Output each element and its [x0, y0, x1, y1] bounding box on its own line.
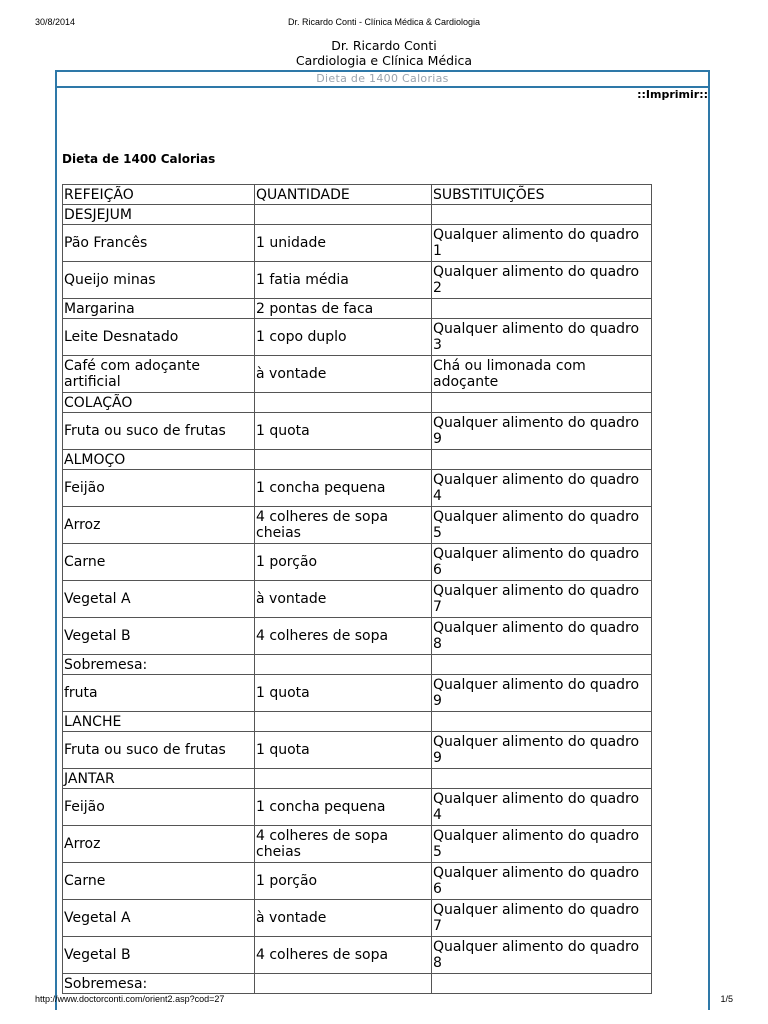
quantity-cell: 2 pontas de faca	[255, 299, 432, 319]
table-row	[63, 544, 652, 581]
table-row	[63, 863, 652, 900]
substitution-cell: Qualquer alimento do quadro 4	[432, 789, 652, 826]
quantity-cell	[255, 205, 432, 225]
quantity-cell: 1 concha pequena	[255, 789, 432, 826]
quantity-cell: 4 colheres de sopa cheias	[255, 826, 432, 863]
substitution-cell	[432, 450, 652, 470]
meal-cell: Sobremesa:	[63, 974, 255, 994]
meal-cell: Fruta ou suco de frutas	[63, 413, 255, 450]
substitution-cell: Qualquer alimento do quadro 6	[432, 863, 652, 900]
table-row	[63, 937, 652, 974]
meal-cell: JANTAR	[63, 769, 255, 789]
substitution-cell	[432, 299, 652, 319]
table-row	[63, 581, 652, 618]
meal-cell: DESJEJUM	[63, 205, 255, 225]
substitution-cell: Qualquer alimento do quadro 9	[432, 413, 652, 450]
quantity-cell: 4 colheres de sopa cheias	[255, 507, 432, 544]
substitution-cell	[432, 712, 652, 732]
quantity-cell	[255, 712, 432, 732]
substitution-cell: Qualquer alimento do quadro 6	[432, 544, 652, 581]
substitution-cell: Qualquer alimento do quadro 2	[432, 262, 652, 299]
quantity-cell: 4 colheres de sopa	[255, 618, 432, 655]
meal-cell: Arroz	[63, 826, 255, 863]
table-row	[63, 413, 652, 450]
table-row	[63, 205, 652, 225]
site-header-name: Dr. Ricardo Conti	[331, 38, 437, 53]
meal-cell: Queijo minas	[63, 262, 255, 299]
meal-cell: Vegetal A	[63, 581, 255, 618]
substitution-cell	[432, 974, 652, 994]
substitution-cell: Chá ou limonada com adoçante	[432, 356, 652, 393]
substitution-cell: Qualquer alimento do quadro 5	[432, 507, 652, 544]
quantity-cell	[255, 974, 432, 994]
meal-cell: Carne	[63, 863, 255, 900]
quantity-cell: 1 unidade	[255, 225, 432, 262]
substitution-cell: Qualquer alimento do quadro 4	[432, 470, 652, 507]
quantity-cell: 1 quota	[255, 675, 432, 712]
meal-cell: ALMOÇO	[63, 450, 255, 470]
meal-cell: Café com adoçante artificial	[63, 356, 255, 393]
table-row	[63, 393, 652, 413]
substitution-cell	[432, 393, 652, 413]
table-row	[63, 712, 652, 732]
table-row	[63, 225, 652, 262]
substitution-cell	[432, 769, 652, 789]
table-row	[63, 356, 652, 393]
page-number: 1/5	[720, 994, 733, 1004]
meal-cell: Vegetal B	[63, 618, 255, 655]
frame-title-bar: Dieta de 1400 Calorias	[57, 72, 708, 88]
table-row	[63, 826, 652, 863]
table-row	[63, 450, 652, 470]
meal-cell: Margarina	[63, 299, 255, 319]
meal-cell: Pão Francês	[63, 225, 255, 262]
site-header	[0, 38, 768, 68]
quantity-cell: 1 copo duplo	[255, 319, 432, 356]
meal-cell: Feijão	[63, 470, 255, 507]
quantity-cell: à vontade	[255, 356, 432, 393]
column-header-quantity: QUANTIDADE	[255, 185, 432, 205]
table-row	[63, 262, 652, 299]
quantity-cell	[255, 769, 432, 789]
meal-cell: LANCHE	[63, 712, 255, 732]
quantity-cell: 1 porção	[255, 863, 432, 900]
substitution-cell: Qualquer alimento do quadro 3	[432, 319, 652, 356]
meal-cell: Vegetal B	[63, 937, 255, 974]
quantity-cell: 1 porção	[255, 544, 432, 581]
quantity-cell	[255, 393, 432, 413]
table-row	[63, 618, 652, 655]
substitution-cell	[432, 205, 652, 225]
substitution-cell: Qualquer alimento do quadro 9	[432, 675, 652, 712]
meal-cell: fruta	[63, 675, 255, 712]
column-header-substitutions: SUBSTITUIÇÕES	[432, 185, 652, 205]
quantity-cell: 1 quota	[255, 732, 432, 769]
diet-table	[62, 184, 652, 994]
table-row	[63, 507, 652, 544]
quantity-cell: 1 concha pequena	[255, 470, 432, 507]
substitution-cell: Qualquer alimento do quadro 7	[432, 900, 652, 937]
table-row	[63, 319, 652, 356]
print-page-title: Dr. Ricardo Conti - Clínica Médica & Cardiologia	[287, 17, 481, 27]
print-footer	[0, 994, 768, 1008]
substitution-cell: Qualquer alimento do quadro 8	[432, 937, 652, 974]
print-link[interactable]: ::Imprimir::	[637, 88, 708, 101]
meal-cell: Carne	[63, 544, 255, 581]
content-frame	[55, 70, 710, 1010]
table-row	[63, 675, 652, 712]
column-header-meal: REFEIÇÃO	[63, 185, 255, 205]
substitution-cell: Qualquer alimento do quadro 9	[432, 732, 652, 769]
substitution-cell: Qualquer alimento do quadro 1	[432, 225, 652, 262]
meal-cell: COLAÇÃO	[63, 393, 255, 413]
meal-cell: Fruta ou suco de frutas	[63, 732, 255, 769]
meal-cell: Leite Desnatado	[63, 319, 255, 356]
table-row	[63, 470, 652, 507]
quantity-cell: 1 fatia média	[255, 262, 432, 299]
table-row	[63, 974, 652, 994]
table-header-row	[63, 185, 652, 205]
quantity-cell: 1 quota	[255, 413, 432, 450]
table-row	[63, 900, 652, 937]
print-url: http://www.doctorconti.com/orient2.asp?cod=27	[35, 994, 225, 1004]
print-header	[0, 17, 768, 31]
quantity-cell: à vontade	[255, 581, 432, 618]
site-header-specialty: Cardiologia e Clínica Médica	[295, 53, 473, 68]
quantity-cell	[255, 655, 432, 675]
quantity-cell	[255, 450, 432, 470]
table-row	[63, 732, 652, 769]
table-row	[63, 789, 652, 826]
page-title: Dieta de 1400 Calorias	[62, 152, 216, 166]
quantity-cell: à vontade	[255, 900, 432, 937]
substitution-cell: Qualquer alimento do quadro 7	[432, 581, 652, 618]
meal-cell: Sobremesa:	[63, 655, 255, 675]
meal-cell: Vegetal A	[63, 900, 255, 937]
meal-cell: Arroz	[63, 507, 255, 544]
substitution-cell: Qualquer alimento do quadro 8	[432, 618, 652, 655]
substitution-cell	[432, 655, 652, 675]
table-row	[63, 655, 652, 675]
quantity-cell: 4 colheres de sopa	[255, 937, 432, 974]
print-date: 30/8/2014	[35, 17, 76, 27]
table-row	[63, 299, 652, 319]
meal-cell: Feijão	[63, 789, 255, 826]
substitution-cell: Qualquer alimento do quadro 5	[432, 826, 652, 863]
table-row	[63, 769, 652, 789]
